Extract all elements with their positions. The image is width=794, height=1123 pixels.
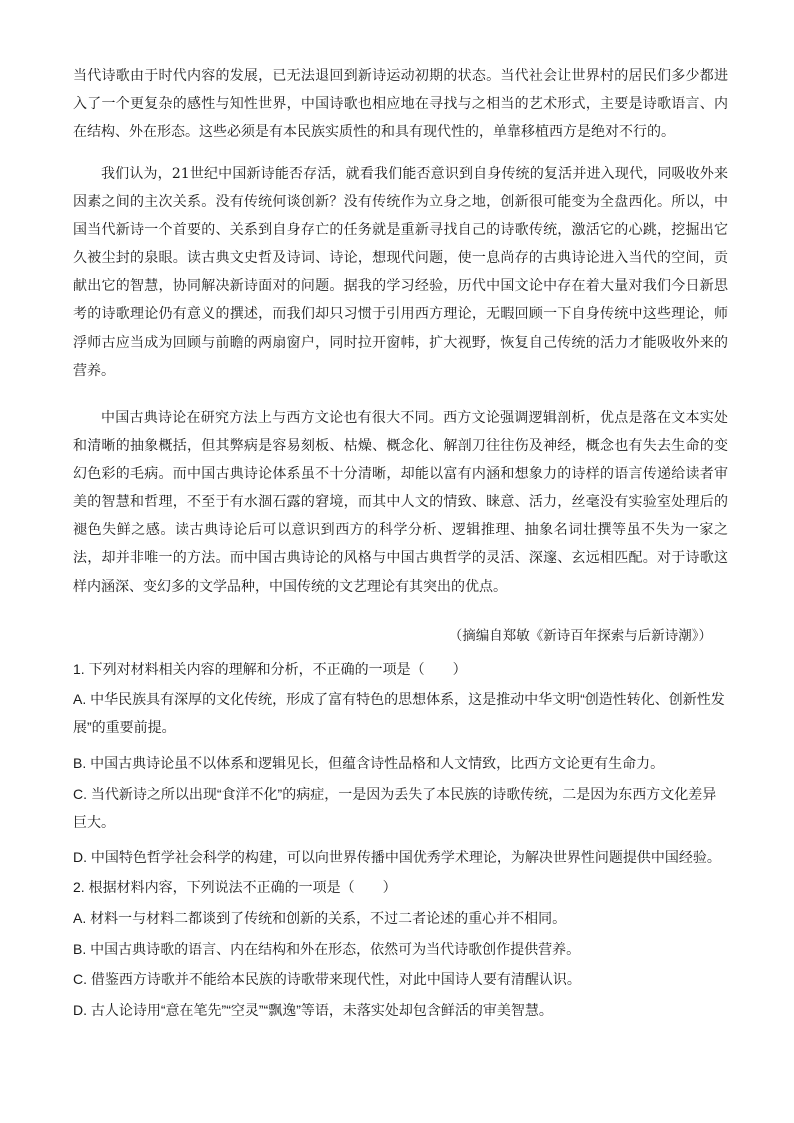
passage-source: （摘编自郑敏《新诗百年探索与后新诗潮》） xyxy=(448,628,712,644)
question-2-stem: 2. 根据材料内容，下列说法不正确的一项是（ ） xyxy=(73,879,397,895)
passage-paragraph-1: 当代诗歌由于时代内容的发展，已无法退回到新诗运动初期的状态。当代社会让世界村的居民们多少都进入了一个更复杂的感性与知性世界，中国诗歌也相应地在寻找与之相当的艺术形式，主要是诗歌语言、内在结构、外在形态。这些必须是有本民族实质性的和具有现代性的，单靠移植西方是绝对不行的。 xyxy=(73,68,728,141)
question-2-option-b: B. 中国古典诗歌的语言、内在结构和外在形态，依然可为当代诗歌创作提供营养。 xyxy=(73,941,581,957)
question-1-option-c: C. 当代新诗之所以出现“食洋不化”的病症，一是因为丢失了本民族的诗歌传统，二是因为东西方文化差异巨大。 xyxy=(73,786,717,830)
passage-paragraph-2: 我们认为，21世纪中国新诗能否存活，就看我们能否意识到自身传统的复活并进入现代，同吸收外来因素之间的主次关系。没有传统何谈创新？没有传统作为立身之地，创新很可能变为全盘西化。所以，中国当代新诗一个首要的、关系到自身存亡的任务就是重新寻找自己的诗歌传统，激活它的心跳，挖掘出它久被尘封的泉眼。读古典文史哲及诗词、诗论，想现代问题，使一息尚存的古典诗论进入当代的空间，贡献出它的智慧，协同解决新诗面对的问题。据我的学习经验，历代中国文论中存在着大量对我们今日新思考的诗歌理论仍有意义的撰述，而我们却只习惯于引用西方理论，无暇回顾一下自身传统中这些理论，师浮师古应当成为回顾与前瞻的两扇窗户，同时拉开窗帏，扩大视野，恢复自己传统的活力才能吸收外来的营养。 xyxy=(73,166,728,379)
question-1-stem: 1. 下列对材料相关内容的理解和分析，不正确的一项是（ ） xyxy=(73,661,467,677)
passage-paragraph-3: 中国古典诗论在研究方法上与西方文论也有很大不同。西方文论强调逻辑剖析，优点是落在文本实处和清晰的抽象概括，但其弊病是容易刻板、枯燥、概念化、解剖刀往往伤及神经，概念也有失去生命的变幻色彩的毛病。而中国古典诗论体系虽不十分清晰，却能以富有内涵和想象力的诗样的语言传递给读者审美的智慧和哲理，不至于有水涸石露的窘境，而其中人文的情致、睐意、活力，丝毫没有实验室处理后的褪色失鲜之感。读古典诗论后可以意识到西方的科学分析、逻辑推理、抽象名词壮撰等虽不失为一家之法，却并非唯一的方法。而中国古典诗论的风格与中国古典哲学的灵活、深邃、玄远相匹配。对于诗歌这样内涵深、变幻多的文学品种，中国传统的文艺理论有其突出的优点。 xyxy=(73,410,728,595)
question-1-option-a: A. 中华民族具有深厚的文化传统，形成了富有特色的思想体系，这是推动中华文明“创造性转化、创新性发展”的重要前提。 xyxy=(73,691,725,735)
question-1-option-b: B. 中国古典诗论虽不以体系和逻辑见长，但蕴含诗性品格和人文情致，比西方文论更有生命力。 xyxy=(73,755,665,771)
question-1-option-d: D. 中国特色哲学社会科学的构建，可以向世界传播中国优秀学术理论，为解决世界性问题提供中国经验。 xyxy=(73,849,721,865)
question-2-option-d: D. 古人论诗用“意在笔先”“空灵”“飘逸”等语，未落实处却包含鲜活的审美智慧。 xyxy=(73,1002,553,1018)
question-2-option-c: C. 借鉴西方诗歌并不能给本民族的诗歌带来现代性，对此中国诗人要有清醒认识。 xyxy=(73,971,581,987)
question-2-option-a: A. 材料一与材料二都谈到了传统和创新的关系，不过二者论述的重心并不相同。 xyxy=(73,910,567,926)
